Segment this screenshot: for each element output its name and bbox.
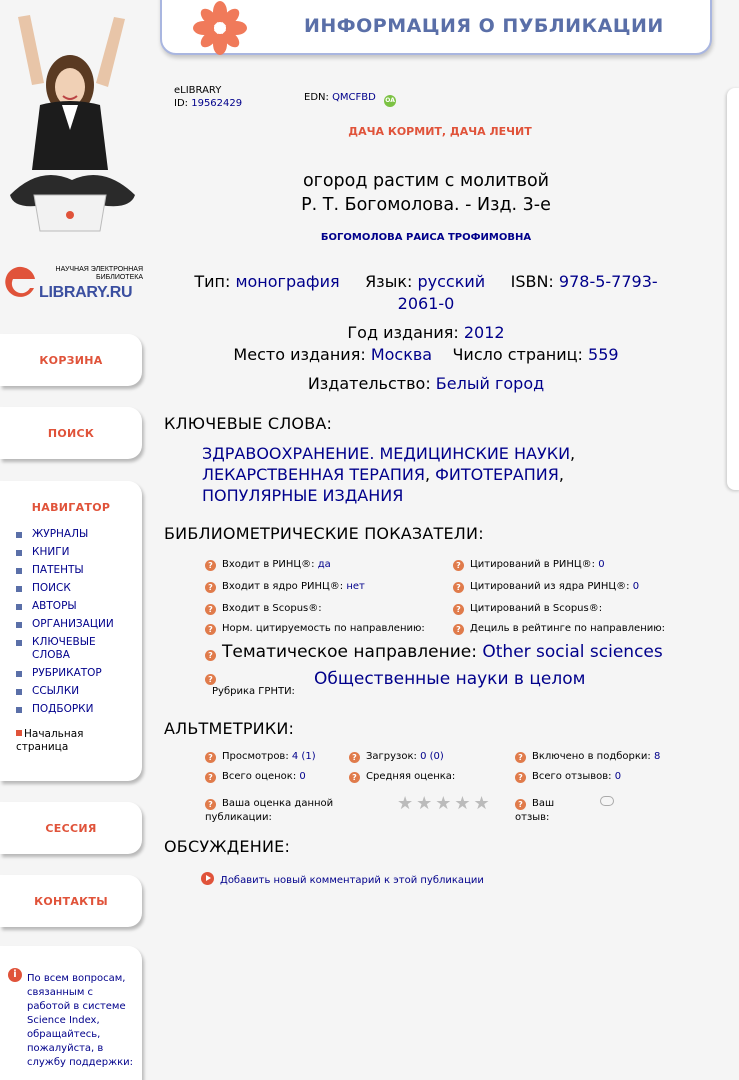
help-icon[interactable]: ?	[205, 604, 216, 615]
id-value[interactable]: 19562429	[191, 98, 243, 109]
meta-type-lang-isbn	[160, 271, 692, 315]
edn-value[interactable]: QMCFBD	[332, 92, 376, 103]
type-label: Тип:	[194, 272, 231, 291]
keywords-list	[202, 443, 622, 506]
play-icon	[201, 872, 214, 885]
home-bullet-icon	[16, 730, 22, 736]
your-rating-row	[205, 797, 355, 825]
reviews-value: 0	[614, 771, 622, 782]
cit-core-label: Цитирований из ядра РИНЦ®:	[470, 581, 630, 592]
nav-item-journals[interactable]: ЖУРНАЛЫ	[16, 528, 142, 541]
lang-value: русский	[417, 272, 486, 291]
help-icon[interactable]: ?	[205, 560, 216, 571]
keyword-link[interactable]: ФИТОТЕРАПИЯ	[435, 465, 559, 484]
help-icon[interactable]: ?	[515, 799, 526, 810]
year-label: Год издания:	[347, 323, 459, 342]
grnti-value	[314, 669, 586, 689]
rating-stars[interactable]: ★★★★★	[397, 793, 493, 814]
logo-title: LIBRARY.RU	[39, 284, 133, 301]
publication-rubric: ДАЧА КОРМИТ, ДАЧА ЛЕЧИТ	[348, 125, 532, 138]
nav-item-links[interactable]: ССЫЛКИ	[16, 685, 142, 698]
keyword-separator: ,	[570, 444, 576, 463]
ratings-label: Всего оценок:	[222, 771, 297, 782]
help-icon[interactable]: ?	[453, 604, 464, 615]
keyword-separator: ,	[424, 465, 431, 484]
elibrary-logo[interactable]	[3, 264, 143, 304]
nav-item-home[interactable]	[16, 728, 106, 754]
help-icon[interactable]: ?	[515, 752, 526, 763]
norm-label: Норм. цитируемость по направлению:	[222, 623, 425, 634]
hero-illustration-icon	[0, 5, 145, 240]
help-icon[interactable]: ?	[349, 752, 360, 763]
scopus-label: Входит в Scopus®:	[222, 603, 322, 614]
grnti-help	[205, 672, 222, 686]
cart-button[interactable]: КОРЗИНА	[0, 334, 142, 386]
meta-publisher	[160, 373, 692, 395]
nav-item-keywords[interactable]: КЛЮЧЕВЫЕ СЛОВА	[16, 636, 106, 662]
reviews-label: Всего отзывов:	[532, 771, 612, 782]
year-value: 2012	[463, 323, 505, 342]
type-value: монография	[235, 272, 340, 291]
cit-scopus-row	[453, 602, 602, 616]
cit-rinc-label: Цитирований в РИНЦ®:	[470, 559, 596, 570]
avg-label: Средняя оценка:	[366, 771, 456, 782]
collections-label: Включено в подборки:	[532, 751, 651, 762]
help-icon[interactable]: ?	[349, 772, 360, 783]
keywords-heading: КЛЮЧЕВЫЕ СЛОВА:	[164, 414, 333, 433]
biblio-heading: БИБЛИОМЕТРИЧЕСКИЕ ПОКАЗАТЕЛИ:	[164, 524, 484, 543]
meta-place-pages	[160, 344, 692, 366]
discussion-heading: ОБСУЖДЕНИЕ:	[164, 837, 291, 856]
help-icon[interactable]: ?	[205, 624, 216, 635]
cit-core-value: 0	[632, 581, 640, 592]
help-icon[interactable]: ?	[205, 772, 216, 783]
place-value: Москва	[370, 345, 433, 364]
keyword-link[interactable]: ЛЕКАРСТВЕННАЯ ТЕРАПИЯ	[202, 465, 425, 484]
author-link[interactable]: БОГОМОЛОВА РАИСА ТРОФИМОВНА	[320, 232, 532, 243]
avg-row	[349, 770, 455, 784]
help-icon[interactable]: ?	[205, 650, 216, 661]
decile-row	[453, 622, 665, 636]
elibrary-id	[174, 84, 242, 110]
add-comment-label: Добавить новый комментарий к этой публикации	[220, 875, 484, 886]
help-icon[interactable]: ?	[205, 799, 216, 810]
core-value: нет	[346, 581, 365, 592]
home-label: Начальная страница	[16, 728, 84, 753]
lang-label: Язык:	[365, 272, 413, 291]
core-label: Входит в ядро РИНЦ®:	[222, 581, 344, 592]
decile-label: Дециль в рейтинге по направлению:	[470, 623, 666, 634]
your-rating-label: Ваша оценка данной публикации:	[205, 798, 334, 823]
nav-item-authors[interactable]: АВТОРЫ	[16, 600, 142, 613]
rinc-value: да	[317, 559, 331, 570]
keyword-link[interactable]: ПОПУЛЯРНЫЕ ИЗДАНИЯ	[202, 486, 404, 505]
ratings-value: 0	[299, 771, 306, 782]
theme-row	[205, 642, 663, 662]
collections-row	[515, 750, 660, 764]
nav-item-collections[interactable]: ПОДБОРКИ	[16, 703, 142, 716]
core-row	[205, 580, 365, 594]
downloads-label: Загрузок:	[366, 751, 417, 762]
collections-value[interactable]: 8	[653, 751, 661, 762]
cit-scopus-label: Цитирований в Scopus®:	[470, 603, 603, 614]
reviews-row	[515, 770, 621, 784]
support-panel	[0, 946, 142, 1080]
right-panel-edge	[727, 88, 739, 490]
views-value: 4 (1)	[291, 751, 316, 762]
edn-label: EDN:	[304, 92, 329, 103]
views-row	[205, 750, 316, 764]
support-text[interactable]: По всем вопросам, связанным с работой в системе Science Index, обращайтесь, пожалуйста, в службу поддержки:	[27, 973, 133, 1068]
add-comment-link[interactable]	[201, 872, 484, 888]
title-line-2: Р. Т. Богомолова. - Изд. 3-е	[301, 195, 551, 215]
open-access-icon: OA	[384, 95, 396, 107]
place-label: Место издания:	[233, 345, 366, 364]
flower-icon	[192, 0, 248, 56]
rinc-row	[205, 558, 331, 572]
isbn-value-1: 978-5-7793-	[558, 272, 658, 291]
views-label: Просмотров:	[222, 751, 289, 762]
sidebar	[0, 0, 150, 1080]
ratings-row	[205, 770, 306, 784]
meta-year	[160, 322, 692, 344]
search-button[interactable]: ПОИСК	[0, 407, 142, 459]
publisher-value: Белый город	[435, 374, 545, 393]
grnti-label: Рубрика ГРНТИ:	[212, 686, 295, 697]
navigator-title: НАВИГАТОР	[31, 501, 111, 514]
pages-value: 559	[588, 345, 619, 364]
elibrary-e-icon	[3, 264, 39, 302]
help-icon[interactable]: ?	[205, 752, 216, 763]
page-header	[160, 0, 712, 55]
session-button[interactable]: СЕССИЯ	[0, 802, 142, 854]
elibrary-label: eLIBRARY	[174, 85, 222, 96]
help-icon[interactable]: ?	[453, 582, 464, 593]
nav-item-search[interactable]: ПОИСК	[16, 582, 142, 595]
cit-rinc-value: 0	[598, 559, 605, 570]
norm-row	[205, 622, 425, 636]
help-icon[interactable]: ?	[453, 624, 464, 635]
help-icon[interactable]: ?	[453, 560, 464, 571]
keyword-link[interactable]: ЗДРАВООХРАНЕНИЕ. МЕДИЦИНСКИЕ НАУКИ	[202, 444, 571, 463]
id-label: ID:	[174, 98, 189, 109]
theme-label: Тематическое направление:	[222, 642, 477, 662]
scopus-row	[205, 602, 322, 616]
altmetrics-heading: АЛЬТМЕТРИКИ:	[164, 719, 295, 738]
theme-value: Other social sciences	[482, 642, 663, 662]
cit-rinc-row	[453, 558, 605, 572]
publisher-label: Издательство:	[307, 374, 431, 393]
downloads-value: 0 (0)	[420, 751, 444, 762]
logo-subtitle: НАУЧНАЯ ЭЛЕКТРОННАЯ БИБЛИОТЕКА	[55, 266, 143, 281]
pages-label: Число страниц:	[452, 345, 583, 364]
title-line-1: огород растим с молитвой	[302, 171, 550, 191]
nav-item-organizations[interactable]: ОРГАНИЗАЦИИ	[16, 618, 142, 631]
edn	[304, 91, 396, 107]
your-review-label: Ваш отзыв:	[515, 798, 555, 823]
nav-item-patents[interactable]: ПАТЕНТЫ	[16, 564, 142, 577]
help-icon[interactable]: ?	[205, 582, 216, 593]
nav-item-books[interactable]: КНИГИ	[16, 546, 142, 559]
contacts-button[interactable]: КОНТАКТЫ	[0, 875, 142, 927]
cit-core-row	[453, 580, 639, 594]
help-icon[interactable]: ?	[515, 772, 526, 783]
grnti-value-text: Общественные науки в целом	[314, 669, 586, 689]
navigator-panel	[0, 481, 142, 781]
downloads-row	[349, 750, 444, 764]
nav-item-rubricator[interactable]: РУБРИКАТОР	[16, 667, 142, 680]
page-title: ИНФОРМАЦИЯ О ПУБЛИКАЦИИ	[304, 15, 664, 37]
navigator-list	[0, 528, 142, 716]
comment-bubble-icon[interactable]	[600, 796, 614, 806]
keyword-separator: ,	[558, 465, 564, 484]
info-icon: i	[8, 968, 22, 982]
rinc-label: Входит в РИНЦ®:	[222, 559, 315, 570]
your-review-row	[515, 797, 575, 825]
isbn-label: ISBN:	[510, 272, 554, 291]
publication-title	[160, 169, 692, 217]
help-icon[interactable]: ?	[205, 674, 216, 685]
isbn-value-2: 2061-0	[397, 294, 455, 313]
